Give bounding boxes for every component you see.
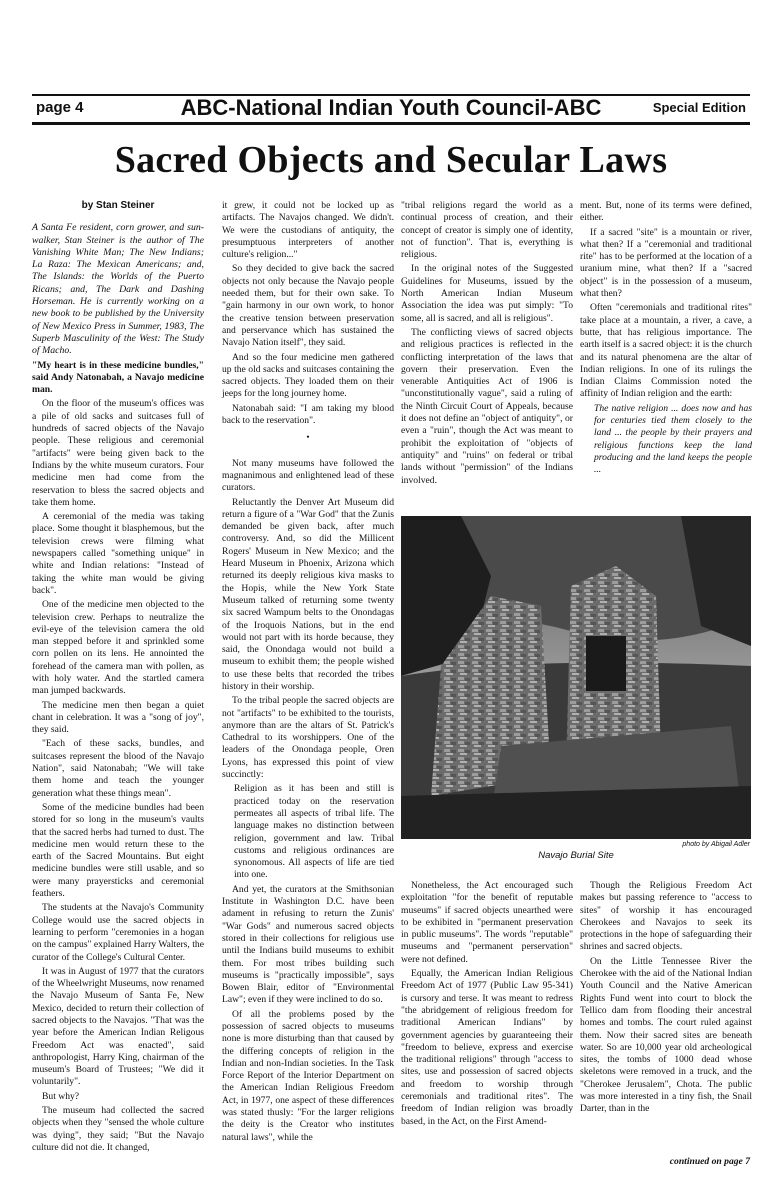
paragraph: And yet, the curators at the Smithsonian Institute in Washington D.C. have been adament in refusing to return the Zunis' "War Gods" and numerous sacred objects stored in their collections for religious use until the Indians build museums to exhibit them. For most tribes building such museums is "practically impossible", says Bowen Blair, editor of "Environmental Law"; even if they were inclined to do so. bbox=[222, 883, 394, 1006]
block-quote: The native religion ... does now and has for centuries tied them closely to the land ... the people by their prayers and religious functions keep the land producing and the land keeps the people ... bbox=[594, 402, 752, 476]
newspaper-title: ABC-National Indian Youth Council-ABC bbox=[180, 95, 602, 120]
masthead bbox=[32, 94, 750, 125]
paragraph: Nonetheless, the Act encouraged such exploitation "for the benefit of reputable museums" if sacred objects unearthed were to be exhibited in "permanent preservation in public museums". The words "reputable" museums and "permanent perservation" were not defined. bbox=[401, 880, 573, 965]
paragraph: Natonabah said: "I am taking my blood back to the reservation". bbox=[222, 402, 394, 427]
paragraph: Not many museums have followed the magnanimous and enlightened lead of these curators. bbox=[222, 457, 394, 494]
paragraph: So they decided to give back the sacred objects not only because the Navajo people needed them, but for their own sake. To "gain harmony in our own work, to honor the creative tension between preservation and perservance which has sustained the Navajo Nation itself", they said. bbox=[222, 263, 394, 349]
paragraph: A ceremonial of the media was taking place. Some thought it blasphemous, but the television crews were filming what newspapers called "something unique" in white and Indian relations: "Instead of taking the white man would be giving back". bbox=[32, 511, 204, 596]
paragraph: The conflicting views of sacred objects and religious practices is reflected in the conflicting interpretation of the laws that govern their preservation. Even the venerable Antiquities Act of 1906 is "unconstitutionally vague", said a ruling of the Ninth Circuit Court of Appeals, because it does not define an "object of antiquity", or even a "ruin", though the Act was meant to prohibit the exploitation of "objects of antiquity" and "ruins" on federal or tribal lands without "permission" of the Indians involved. bbox=[401, 326, 573, 486]
byline: by Stan Steiner bbox=[81, 200, 155, 211]
column-4-upper bbox=[580, 200, 752, 479]
paragraph: The students at the Navajo's Community College would use the sacred objects in learning to perform "ceremonies in a hogan on the campus" explained Harry Walters, the curator of the College's Cultural Center. bbox=[32, 902, 204, 963]
block-quote: Religion as it has been and still is practiced today on the reservation permeates all aspects of tribal life. The language makes no distinction between religion, government and law. Tribal customs and religious ordinances are synonomous. All aspects of life are tied into one. bbox=[234, 783, 394, 881]
paragraph: "My heart is in these medicine bundles," said Andy Natonabah, a Navajo medicine man. bbox=[32, 359, 204, 396]
paragraph: Equally, the American Indian Religious Freedom Act of 1977 (Public Law 95-341) is cursory and terse. It was meant to redress "the abridgement of religious freedom for traditional American Indians" by government agencies by guaranteeing their "freedom to believe, express and exercise the traditional religions" through "access to sites, use and possession of sacred objects and freedom to worship through ceremonials and traditional rites". The freedom of Indian religion was broadly based, in the Act, on the First Amend- bbox=[401, 968, 573, 1127]
author-bio: A Santa Fe resident, corn grower, and sun-walker, Stan Steiner is the author of The Vanishing White Man; The New Indians; La Raza: The Mexican Americans; and, The Islands: the Worlds of the Puerto Ricans; and, The Dark and Dashing Horseman. He is currently working on a new book to be published by the University of New Mexico Press in Summer, 1983, The Superb Masculinity of the West: The Study of Macho. bbox=[32, 222, 204, 357]
column-3-upper bbox=[401, 200, 573, 489]
paragraph: Often "ceremonials and traditional rites" take place at a mountain, a river, a cave, a butte, that has religious importance. The earth itself is a sacred object: it is the church and its natural phenomena are the altar of Indian religions. In one of its rulings the Indian Claims Commission noted the affinity of Indian religion and the earth: bbox=[580, 302, 752, 400]
paragraph: The medicine men then began a quiet chant in celebration. It was a "song of joy", they said. bbox=[32, 699, 204, 736]
paragraph: On the floor of the museum's offices was a pile of old sacks and suitcases full of hundreds of sacred objects of the Navajo people. These religious and ceremonial "artifacts" were being given back to the Indians by the white museum curators. Four medicine men had come from the reservation to bless the sacred objects and take them home. bbox=[32, 398, 204, 508]
paragraph: Of all the problems posed by the possession of sacred objects to museums none is more disturbing than that caused by the differing concepts of religion in the Indian and non-Indian societies. In the Task Force Report of the Interior Department on the American Indian Religious Freedom Act, in 1977, one aspect of these differences was stated thusly: "For the larger religions the deity is the Creator who institutes natural laws", while the bbox=[222, 1008, 394, 1143]
stone-ruin-photo bbox=[401, 516, 751, 839]
paragraph: If a sacred "site" is a mountain or river, what then? If a "ceremonial and traditional rite" has to be performed at the location of a uranium mine, what then? If a "sacred object" is in the possession of a museum, what then? bbox=[580, 226, 752, 300]
photo-illustration bbox=[401, 516, 751, 839]
photo-caption: Navajo Burial Site bbox=[538, 850, 614, 861]
continued-notice: continued on page 7 bbox=[669, 1156, 750, 1167]
paragraph: Reluctantly the Denver Art Museum did return a figure of a "War God" that the Zunis demanded be given back, after much controversy. And, so did the Millicent Rogers' Museum in New Mexico; and the Heard Museum in Phoenix, Arizona which returned its deeply religious kiva masks to the Hopis, while the New York State Museum talked of returning some twenty six sacred Wampum belts to the Onondagas of the Iroquois Nations, but in the end would not part with its horde because, they said, the Onondaga would not build a museum to exhibit them; the people wished to use these belts that recorded the tribes history in their worship. bbox=[222, 496, 394, 692]
paragraph: ment. But, none of its terms were defined, either. bbox=[580, 200, 752, 224]
paragraph: But why? bbox=[42, 1090, 80, 1102]
paragraph: One of the medicine men objected to the television crew. Perhaps to neutralize the evil-eye of the television camera the old man stepped before it and sprinkled some corn pollen on its lens. He annointed the forehead of the camera man with pollen, as with holy water. And the startled camera man jumped backwards. bbox=[32, 599, 204, 697]
column-1 bbox=[32, 200, 204, 1156]
paragraph: And so the four medicine men gathered up the old sacks and suitcases containing the sacred objects. They loaded them on their jeeps for the long journey home. bbox=[222, 351, 394, 400]
paragraph: It was in August of 1977 that the curators of the Wheelwright Museums, now renamed the Navajo Museum of Santa Fe, New Mexico, decided to return their collection of sacred objects to the Navajos. "That was the year before the American Indian Religous Freedom Act was enacted", said anthropologist, Harry King, chairman of the museum's Board of Trustees; "We did it voluntarily". bbox=[32, 965, 204, 1088]
paragraph: Though the Religious Freedom Act makes but passing reference to "access to sites" of worship it has encouraged Cherokees and Navajos to seek its protections in the hope of safeguarding their shrines and sacred objects. bbox=[580, 880, 752, 953]
paragraph: In the original notes of the Suggested Guidelines for Museums, issued by the North American Indian Museum Association the idea was put simply: "To some, all is sacred, and all is religious". bbox=[401, 263, 573, 324]
paragraph: "tribal religions regard the world as a continual process of creation, and their concept of creator is simply one of identity, not of function". That is, everything is religious. bbox=[401, 200, 573, 261]
paragraph: "Each of these sacks, bundles, and suitcases represent the blood of the Navajo Nation", said Natonabah; "We will take them home and teach the younger generation what these things mean". bbox=[32, 738, 204, 799]
section-separator: • bbox=[306, 432, 310, 443]
paragraph: The museum had collected the sacred objects when they "sensed the whole culture was dying", they said; "But the Navajo culture did not die. It changed, bbox=[32, 1105, 204, 1153]
edition-label: Special Edition bbox=[652, 100, 746, 115]
paragraph: To the tribal people the sacred objects are not "artifacts" to be exhibited to the tourists, anymore than are the altars of St. Patrick's Cathedral to its worshippers. One of the leaders of the Onondaga people, Oren Lyons, has expressed this point of view succinctly: bbox=[222, 695, 394, 781]
paragraph: On the Little Tennessee River the Cherokee with the aid of the National Indian Youth Council and the Native American Rights Fund went into court to block the Tellico dam from flooding their ancestral homes and tombs. The court ruled against them. Now their sacred sites are beneath water. So are 10,000 year old archeological sites, the tombs of 1000 dead whose skeletons were removed in a truck, and the "Cherokee Jerusalem", Chota. The public was more interested in a tiny fish, the Snail Darter, than in the bbox=[580, 955, 752, 1115]
column-2 bbox=[222, 200, 394, 1146]
page-number: page 4 bbox=[36, 99, 84, 116]
photo-credit: photo by Abigail Adler bbox=[682, 841, 750, 848]
paragraph: it grew, it could not be locked up as artifacts. The Navajos changed. We didn't. We were the custodians of antiquity, the presumptuous interpreters of another culture's religion..." bbox=[222, 200, 394, 261]
column-3-lower bbox=[401, 880, 573, 1130]
column-4-lower bbox=[580, 880, 752, 1118]
paragraph: Some of the medicine bundles had been stored for so long in the museum's vaults that the sacred herbs had turned to dust. The medicine men would return these to the earth of the Sacred Mountains. But eight medicine bundles were still usable, and so were many prayersticks and ceremonial feathers. bbox=[32, 801, 204, 900]
article-headline: Sacred Objects and Secular Laws bbox=[114, 139, 668, 181]
